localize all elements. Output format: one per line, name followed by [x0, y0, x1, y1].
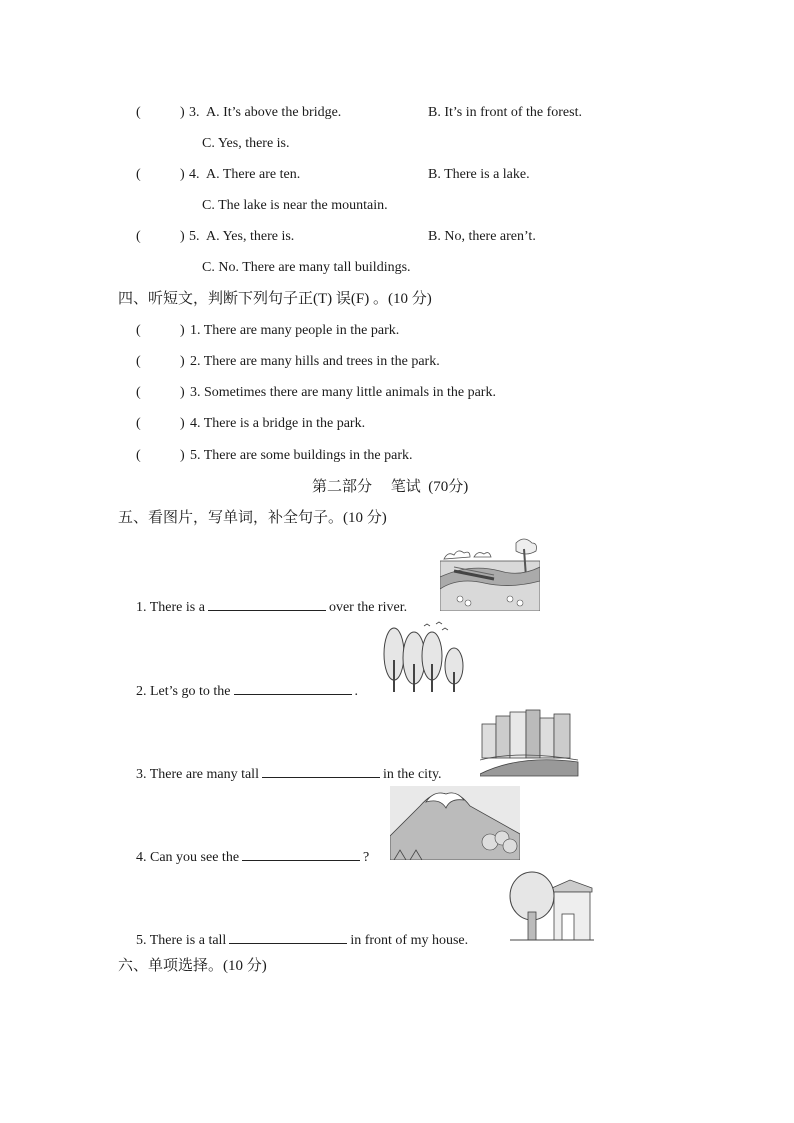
- city-buildings-icon: [480, 708, 580, 778]
- answer-paren-open[interactable]: (: [136, 105, 141, 120]
- option-c: C. No. There are many tall buildings.: [202, 260, 411, 275]
- sentence-end: in front of my house.: [350, 933, 469, 948]
- list-item: [136, 929, 468, 950]
- section-6-title: 六、单项选择。(10 分): [118, 958, 267, 974]
- list-item: [136, 596, 407, 617]
- list-item: [136, 846, 369, 867]
- tree-house-icon: [508, 868, 594, 944]
- option-b: B. No, there aren’t.: [428, 229, 536, 244]
- option-a: A. There are ten.: [206, 167, 301, 182]
- question-number: 3.: [189, 105, 200, 120]
- question-number: 5.: [189, 229, 200, 244]
- sentence-start: 4. Can you see the: [136, 850, 240, 865]
- answer-paren-open[interactable]: (: [136, 448, 141, 463]
- mountain-icon: [390, 786, 520, 860]
- option-b: B. There is a lake.: [428, 167, 530, 182]
- option-a: A. It’s above the bridge.: [206, 105, 342, 120]
- list-item: [136, 763, 442, 784]
- answer-paren-open[interactable]: (: [136, 385, 141, 400]
- question-number: 4.: [189, 167, 200, 182]
- sentence-start: 3. There are many tall: [136, 767, 259, 782]
- sentence-start: 1. There is a: [136, 600, 205, 615]
- sentence-start: 2. Let’s go to the: [136, 684, 231, 699]
- part-2-title: 第二部分 笔试 (70分): [312, 479, 469, 495]
- answer-paren-close: ): [180, 416, 185, 431]
- sentence-end: .: [354, 684, 358, 699]
- answer-paren-close: ): [180, 448, 185, 463]
- statement-text: 5. There are some buildings in the park.: [190, 448, 413, 463]
- answer-paren-open[interactable]: (: [136, 167, 141, 182]
- answer-paren-open[interactable]: (: [136, 416, 141, 431]
- option-c: C. Yes, there is.: [202, 136, 290, 151]
- statement-text: 1. There are many people in the park.: [190, 323, 400, 338]
- sentence-start: 5. There is a tall: [136, 933, 227, 948]
- answer-paren-close: ): [180, 385, 185, 400]
- answer-blank[interactable]: [208, 596, 326, 611]
- option-a: A. Yes, there is.: [206, 229, 295, 244]
- answer-paren-open[interactable]: (: [136, 229, 141, 244]
- answer-blank[interactable]: [242, 846, 360, 861]
- answer-paren-close: ): [180, 229, 185, 244]
- option-b: B. It’s in front of the forest.: [428, 105, 582, 120]
- answer-blank[interactable]: [234, 680, 352, 695]
- answer-paren-close: ): [180, 105, 185, 120]
- answer-paren-open[interactable]: (: [136, 323, 141, 338]
- answer-paren-close: ): [180, 323, 185, 338]
- section-5-title: 五、看图片，写单词，补全句子。(10 分): [118, 510, 387, 526]
- sentence-end: in the city.: [382, 767, 442, 782]
- statement-text: 2. There are many hills and trees in the park.: [190, 354, 440, 369]
- answer-paren-open[interactable]: (: [136, 354, 141, 369]
- answer-blank[interactable]: [229, 929, 347, 944]
- answer-paren-close: ): [180, 167, 185, 182]
- forest-icon: [380, 620, 468, 694]
- answer-paren-close: ): [180, 354, 185, 369]
- statement-text: 3. Sometimes there are many little animals in the park.: [190, 385, 496, 400]
- section-4-title: 四、听短文，判断下列句子正(T) 误(F) 。(10 分): [118, 291, 432, 307]
- bridge-river-icon: [440, 537, 540, 611]
- answer-blank[interactable]: [262, 763, 380, 778]
- list-item: [136, 680, 358, 701]
- sentence-end: over the river.: [328, 600, 408, 615]
- statement-text: 4. There is a bridge in the park.: [190, 416, 366, 431]
- sentence-end: ?: [363, 850, 370, 865]
- option-c: C. The lake is near the mountain.: [202, 198, 388, 213]
